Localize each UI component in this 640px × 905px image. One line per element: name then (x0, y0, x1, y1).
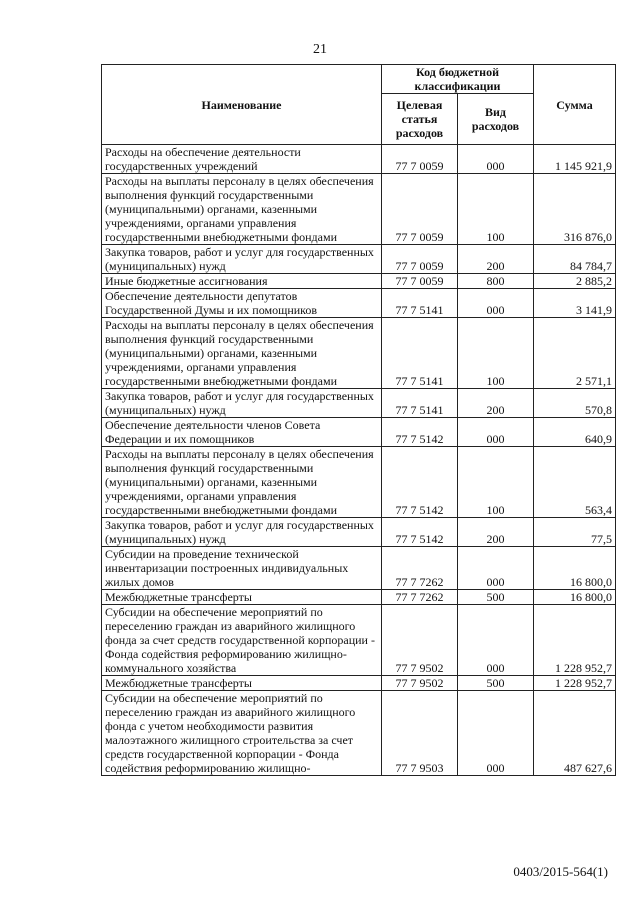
row-name: Субсидии на обеспечение мероприятий по переселению граждан из аварийного жилищного фонда с учетом необходимости развития малоэтажного жилищного строительства за счет средств государственной корпорации - Фонда содействия реформированию жилищно- (102, 691, 382, 776)
row-name: Обеспечение деятельности депутатов Государственной Думы и их помощников (102, 289, 382, 318)
row-expense-kind: 200 (458, 518, 534, 547)
row-sum: 84 784,7 (534, 245, 616, 274)
row-name: Расходы на выплаты персоналу в целях обеспечения выполнения функций государственными (муниципальными) органами, казенными учреждениями, органами управления государственными внебюджетными фондами (102, 174, 382, 245)
column-header-kind: Вид расходов (458, 94, 534, 145)
row-expense-kind: 500 (458, 676, 534, 691)
row-target-code: 77 7 5142 (382, 418, 458, 447)
table-row (102, 289, 616, 318)
row-target-code: 77 7 9502 (382, 676, 458, 691)
column-header-name: Наименование (102, 65, 382, 145)
table-row (102, 590, 616, 605)
row-expense-kind: 000 (458, 547, 534, 590)
row-sum: 1 145 921,9 (534, 145, 616, 174)
column-header-target: Целевая статья расходов (382, 94, 458, 145)
row-expense-kind: 000 (458, 289, 534, 318)
row-name: Расходы на выплаты персоналу в целях обеспечения выполнения функций государственными (муниципальными) органами, казенными учреждениями, органами управления государственными внебюджетными фондами (102, 318, 382, 389)
row-sum: 316 876,0 (534, 174, 616, 245)
row-name: Межбюджетные трансферты (102, 590, 382, 605)
row-name: Закупка товаров, работ и услуг для государственных (муниципальных) нужд (102, 518, 382, 547)
table-row (102, 691, 616, 776)
row-name: Субсидии на проведение технической инвентаризации построенных индивидуальных жилых домов (102, 547, 382, 590)
document-code: 0403/2015-564(1) (513, 864, 608, 879)
row-name: Обеспечение деятельности членов Совета Федерации и их помощников (102, 418, 382, 447)
row-sum: 16 800,0 (534, 547, 616, 590)
row-target-code: 77 7 5141 (382, 289, 458, 318)
row-sum: 1 228 952,7 (534, 676, 616, 691)
row-expense-kind: 000 (458, 418, 534, 447)
row-name: Закупка товаров, работ и услуг для государственных (муниципальных) нужд (102, 245, 382, 274)
row-target-code: 77 7 0059 (382, 274, 458, 289)
row-sum: 16 800,0 (534, 590, 616, 605)
row-sum: 570,8 (534, 389, 616, 418)
table-row (102, 318, 616, 389)
row-target-code: 77 7 5141 (382, 389, 458, 418)
row-target-code: 77 7 5142 (382, 518, 458, 547)
row-sum: 2 885,2 (534, 274, 616, 289)
table-row (102, 605, 616, 676)
row-sum: 640,9 (534, 418, 616, 447)
row-expense-kind: 000 (458, 145, 534, 174)
row-expense-kind: 500 (458, 590, 534, 605)
row-name: Закупка товаров, работ и услуг для государственных (муниципальных) нужд (102, 389, 382, 418)
budget-table (101, 64, 616, 776)
page-number: 21 (313, 42, 327, 57)
row-expense-kind: 200 (458, 245, 534, 274)
table-row (102, 547, 616, 590)
row-target-code: 77 7 0059 (382, 174, 458, 245)
table-row (102, 174, 616, 245)
row-sum: 2 571,1 (534, 318, 616, 389)
column-header-code-group: Код бюджетной классификации (382, 65, 534, 94)
row-sum: 1 228 952,7 (534, 605, 616, 676)
row-expense-kind: 100 (458, 318, 534, 389)
row-name: Расходы на обеспечение деятельности государственных учреждений (102, 145, 382, 174)
row-target-code: 77 7 5142 (382, 447, 458, 518)
row-sum: 77,5 (534, 518, 616, 547)
row-sum: 3 141,9 (534, 289, 616, 318)
table-row (102, 447, 616, 518)
row-expense-kind: 000 (458, 691, 534, 776)
table-body (102, 145, 616, 776)
row-name: Расходы на выплаты персоналу в целях обеспечения выполнения функций государственными (муниципальными) органами, казенными учреждениями, органами управления государственными внебюджетными фондами (102, 447, 382, 518)
column-header-sum: Сумма (534, 65, 616, 145)
table-row (102, 274, 616, 289)
table-row (102, 145, 616, 174)
row-name: Иные бюджетные ассигнования (102, 274, 382, 289)
row-target-code: 77 7 7262 (382, 547, 458, 590)
row-target-code: 77 7 0059 (382, 245, 458, 274)
row-target-code: 77 7 0059 (382, 145, 458, 174)
row-name: Субсидии на обеспечение мероприятий по переселению граждан из аварийного жилищного фонда за счет средств государственной корпорации - Фонда содействия реформированию жилищно-коммунального хозяйства (102, 605, 382, 676)
row-sum: 487 627,6 (534, 691, 616, 776)
row-target-code: 77 7 9503 (382, 691, 458, 776)
row-sum: 563,4 (534, 447, 616, 518)
row-expense-kind: 100 (458, 447, 534, 518)
row-expense-kind: 100 (458, 174, 534, 245)
row-name: Межбюджетные трансферты (102, 676, 382, 691)
table-row (102, 676, 616, 691)
table-row (102, 418, 616, 447)
row-target-code: 77 7 7262 (382, 590, 458, 605)
row-target-code: 77 7 5141 (382, 318, 458, 389)
row-target-code: 77 7 9502 (382, 605, 458, 676)
row-expense-kind: 200 (458, 389, 534, 418)
table-row (102, 518, 616, 547)
row-expense-kind: 800 (458, 274, 534, 289)
table-row (102, 245, 616, 274)
table-row (102, 389, 616, 418)
row-expense-kind: 000 (458, 605, 534, 676)
